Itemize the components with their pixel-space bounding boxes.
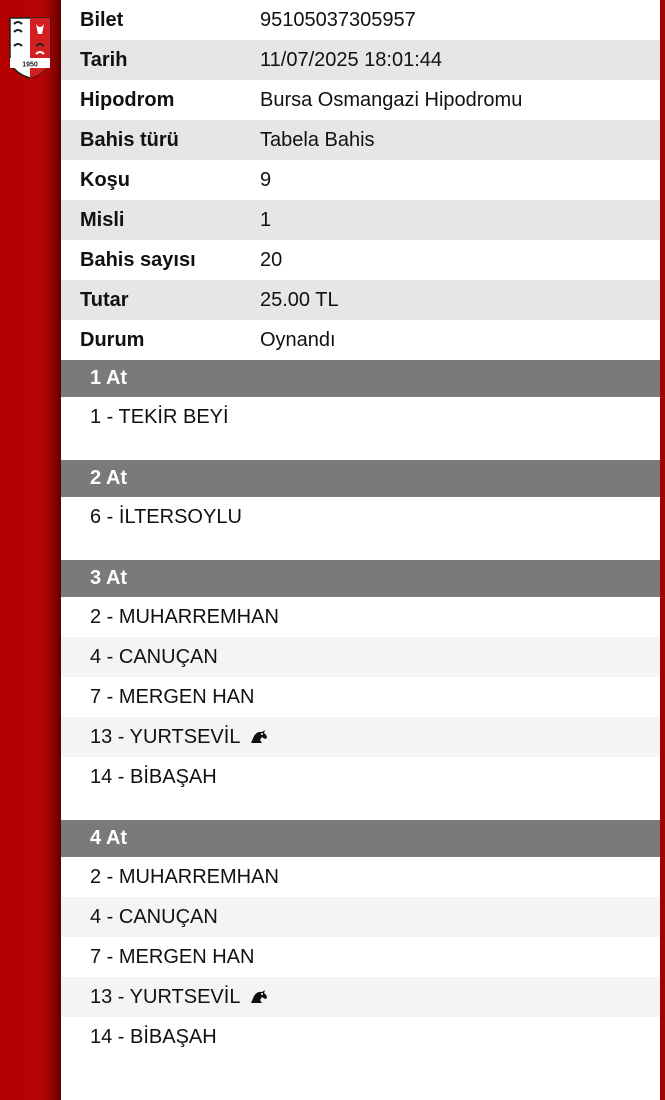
horse-row	[61, 897, 660, 937]
horse-row	[61, 857, 660, 897]
horse-row	[61, 757, 660, 797]
horse-head-icon	[250, 990, 268, 1004]
ticket-info-table	[61, 0, 660, 360]
info-row	[61, 160, 660, 200]
group-spacer	[61, 1057, 660, 1080]
info-row	[61, 320, 660, 360]
horse-name: 1 - TEKİR BEYİ	[90, 405, 229, 428]
horse-name: 6 - İLTERSOYLU	[90, 505, 242, 528]
info-value: Oynandı	[260, 328, 336, 351]
info-value: 11/07/2025 18:01:44	[260, 48, 443, 71]
info-value: Tabela Bahis	[260, 128, 375, 151]
info-row	[61, 40, 660, 80]
info-row	[61, 0, 660, 40]
info-value: Bursa Osmangazi Hipodromu	[260, 88, 523, 111]
group-header: 1 At	[61, 360, 660, 397]
horse-name: 2 - MUHARREMHAN	[90, 605, 279, 628]
horse-groups	[61, 360, 660, 1080]
info-row	[61, 120, 660, 160]
horse-row	[61, 597, 660, 637]
info-label: Koşu	[80, 168, 130, 191]
info-label: Bilet	[80, 8, 124, 31]
horse-row	[61, 637, 660, 677]
horse-row	[61, 977, 660, 1017]
group-spacer	[61, 437, 660, 460]
horse-row	[61, 1017, 660, 1057]
horse-name: 14 - BİBAŞAH	[90, 765, 217, 788]
info-label: Tutar	[80, 288, 129, 311]
logo-year: 1950	[22, 61, 38, 69]
horse-row	[61, 937, 660, 977]
horse-name: 7 - MERGEN HAN	[90, 685, 255, 708]
horse-name: 13 - YURTSEVİL	[90, 985, 241, 1008]
horse-row	[61, 397, 660, 437]
horse-name: 7 - MERGEN HAN	[90, 945, 255, 968]
horse-name: 14 - BİBAŞAH	[90, 1025, 217, 1048]
info-row	[61, 80, 660, 120]
horse-row	[61, 677, 660, 717]
group-header: 2 At	[61, 460, 660, 497]
info-label: Tarih	[80, 48, 128, 71]
info-value: 9	[260, 168, 272, 191]
info-label: Hipodrom	[80, 88, 175, 111]
sidebar	[0, 0, 61, 1100]
info-row	[61, 240, 660, 280]
group-header: 3 At	[61, 560, 660, 597]
horse-row	[61, 717, 660, 757]
info-row	[61, 200, 660, 240]
horse-name: 4 - CANUÇAN	[90, 905, 218, 928]
info-label: Misli	[80, 208, 125, 231]
horse-name: 4 - CANUÇAN	[90, 645, 218, 668]
ticket-detail	[61, 0, 660, 1100]
group-spacer	[61, 797, 660, 820]
group-spacer	[61, 537, 660, 560]
horse-name: 2 - MUHARREMHAN	[90, 865, 279, 888]
info-value: 95105037305957	[260, 8, 416, 31]
club-crest-logo	[6, 16, 54, 80]
info-value: 1	[260, 208, 272, 231]
group-header: 4 At	[61, 820, 660, 857]
right-border	[660, 0, 665, 1100]
info-value: 25.00 TL	[260, 288, 339, 311]
info-label: Bahis türü	[80, 128, 179, 151]
info-value: 20	[260, 248, 283, 271]
info-row	[61, 280, 660, 320]
horse-head-icon	[250, 730, 268, 744]
horse-row	[61, 497, 660, 537]
info-label: Bahis sayısı	[80, 248, 196, 271]
horse-name: 13 - YURTSEVİL	[90, 725, 241, 748]
info-label: Durum	[80, 328, 145, 351]
